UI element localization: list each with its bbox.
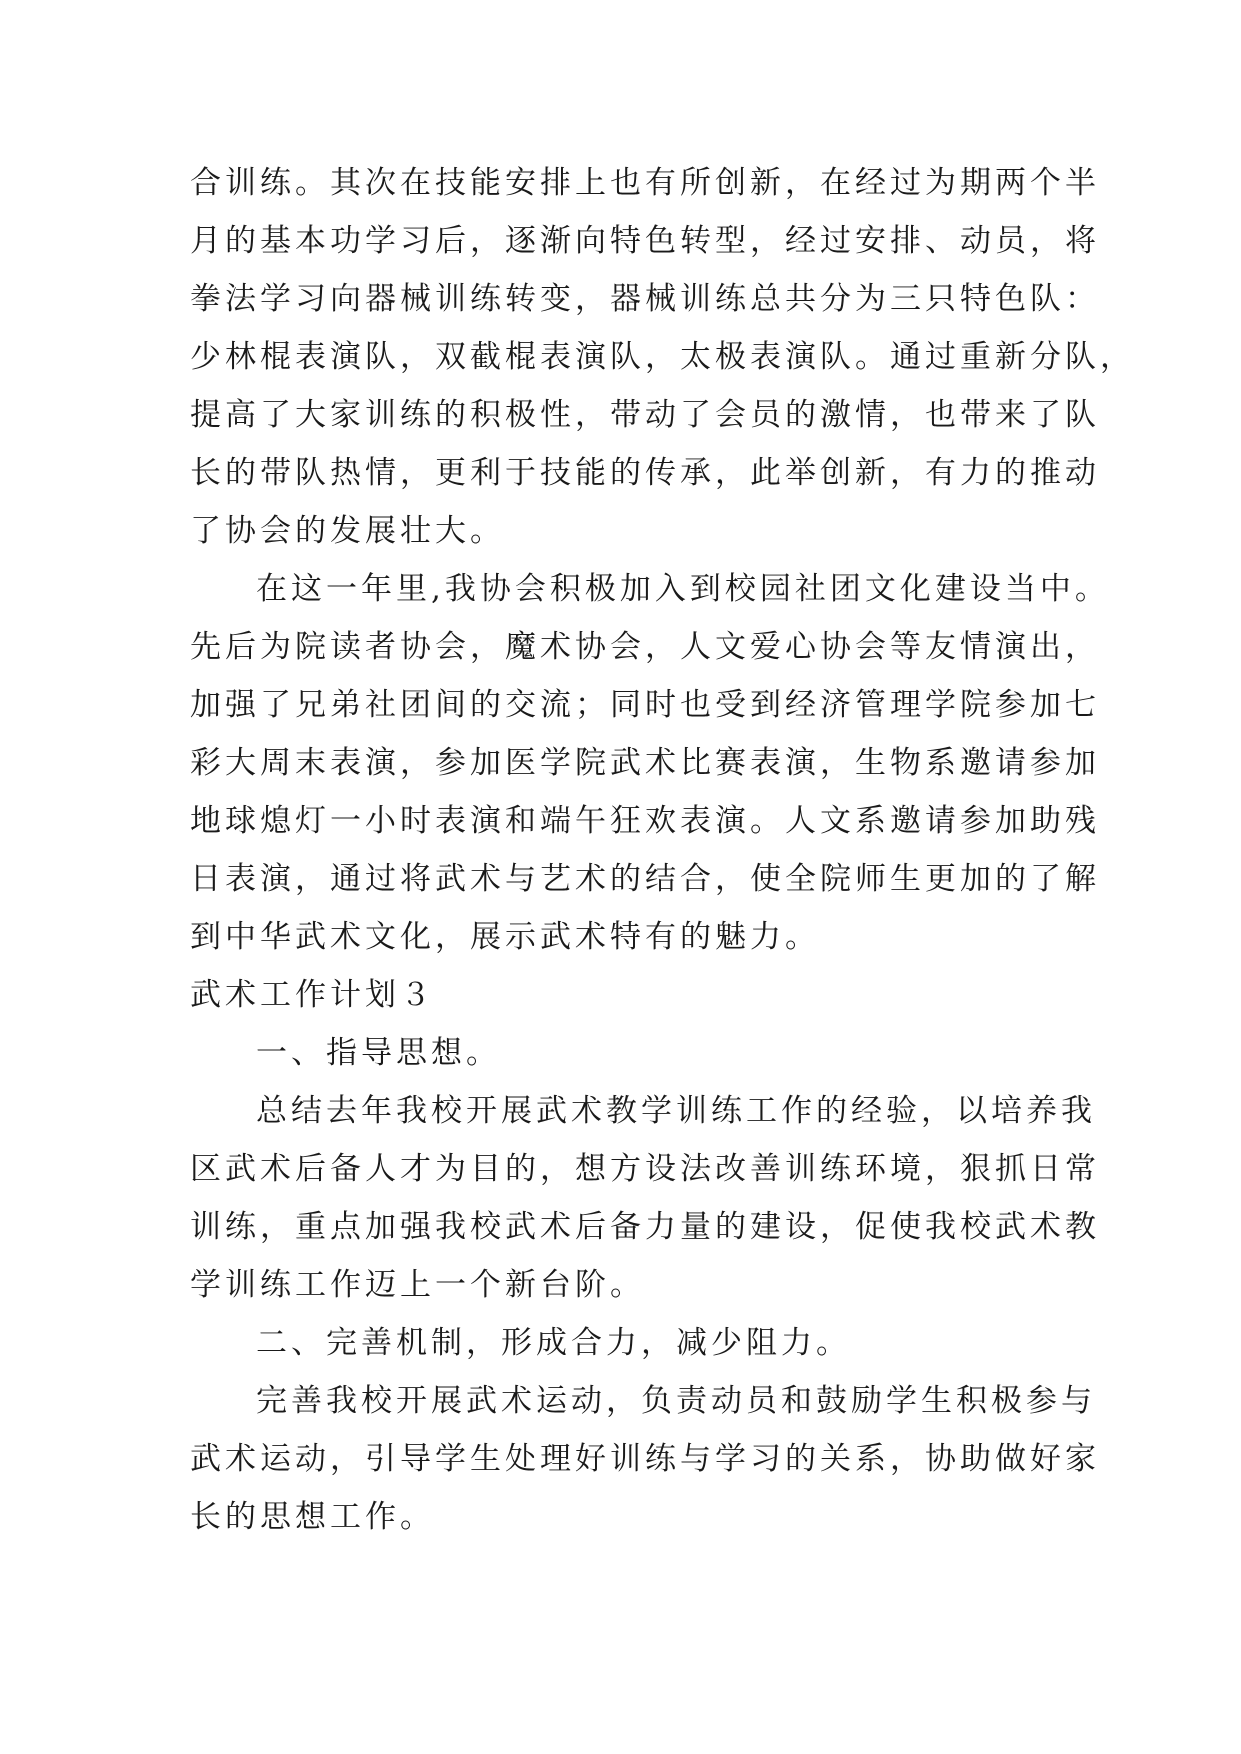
section-heading: 一、指导思想。 xyxy=(256,1035,501,1071)
text-line: 少林棍表演队，双截棍表演队，太极表演队。通过重新分队， xyxy=(190,339,1135,375)
text-line: 月的基本功学习后，逐渐向特色转型，经过安排、动员，将 xyxy=(190,223,1100,259)
text-line: 长的思想工作。 xyxy=(190,1499,435,1535)
text-line: 地球熄灯一小时表演和端午狂欢表演。人文系邀请参加助残 xyxy=(190,803,1100,839)
paragraph-first-line: 总结去年我校开展武术教学训练工作的经验，以培养我 xyxy=(256,1093,1096,1129)
paragraph-first-line: 在这一年里,我协会积极加入到校园社团文化建设当中。 xyxy=(256,571,1110,607)
text-line: 了协会的发展壮大。 xyxy=(190,513,505,549)
text-line: 到中华武术文化，展示武术特有的魅力。 xyxy=(190,919,820,955)
text-line: 训练，重点加强我校武术后备力量的建设，促使我校武术教 xyxy=(190,1209,1100,1245)
text-line: 区武术后备人才为目的，想方设法改善训练环境，狠抓日常 xyxy=(190,1151,1100,1187)
section-title: 武术工作计划３ xyxy=(190,977,435,1013)
section-heading: 二、完善机制，形成合力，减少阻力。 xyxy=(256,1325,851,1361)
text-line: 彩大周末表演，参加医学院武术比赛表演，生物系邀请参加 xyxy=(190,745,1100,781)
text-line: 合训练。其次在技能安排上也有所创新，在经过为期两个半 xyxy=(190,165,1100,201)
text-line: 加强了兄弟社团间的交流；同时也受到经济管理学院参加七 xyxy=(190,687,1100,723)
text-line: 拳法学习向器械训练转变，器械训练总共分为三只特色队： xyxy=(190,281,1100,317)
text-line: 先后为院读者协会，魔术协会，人文爱心协会等友情演出， xyxy=(190,629,1100,665)
text-line: 武术运动，引导学生处理好训练与学习的关系，协助做好家 xyxy=(190,1441,1100,1477)
text-line: 日表演，通过将武术与艺术的结合，使全院师生更加的了解 xyxy=(190,861,1100,897)
text-line: 长的带队热情，更利于技能的传承，此举创新，有力的推动 xyxy=(190,455,1100,491)
text-line: 学训练工作迈上一个新台阶。 xyxy=(190,1267,645,1303)
text-line: 提高了大家训练的积极性，带动了会员的激情，也带来了队 xyxy=(190,397,1100,433)
paragraph-first-line: 完善我校开展武术运动，负责动员和鼓励学生积极参与 xyxy=(256,1383,1096,1419)
